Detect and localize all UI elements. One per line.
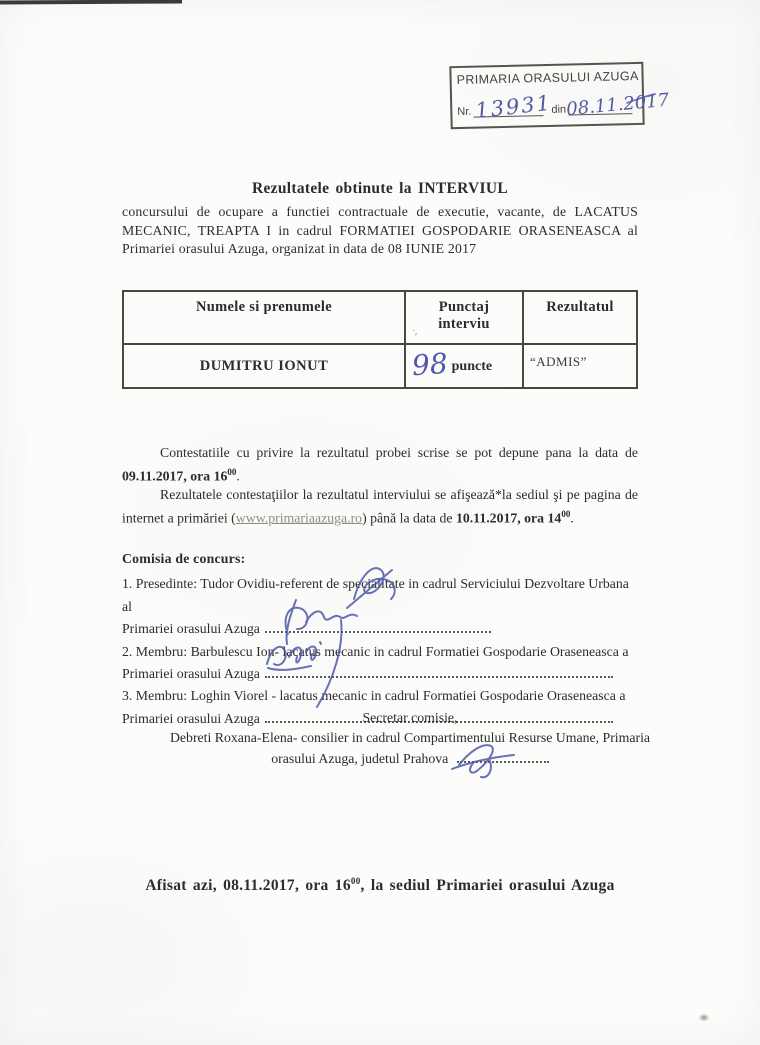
commission-heading: Comisia de concurs:: [122, 551, 246, 566]
stamp-din-label: din: [551, 103, 567, 116]
member-3-institution: Primariei orasului Azuga: [122, 710, 260, 726]
member-3-line-1: 3. Membru: Loghin Viorel - lacatus mecanic in cadrul Formatiei Gospodarie Oraseneasca a: [122, 688, 626, 704]
stamp-din-line: [565, 89, 670, 121]
dotted-signature-line: [457, 748, 549, 763]
stamp-nr-line: [473, 90, 554, 123]
dotted-signature-line: [265, 663, 613, 678]
score-cell: [405, 344, 523, 388]
stamp-date-handwritten: 08.11.2017: [565, 89, 670, 121]
posting-notice: [122, 876, 638, 895]
member-2-institution: Primariei orasului Azuga: [122, 666, 260, 682]
intro-paragraph: concursului de ocupare a functiei contractuale de executie, vacante, de LACATUS MECANIC, TREAPTA I in cadrul FORMATIEI GOSPODARIE ORASENEASCA al Primariei orasului Azuga, organizat in data de 08 IUNIE 2017: [122, 204, 638, 256]
website-url: www.primariaazuga.ro: [235, 510, 363, 526]
results-table: [122, 290, 638, 389]
registration-stamp: [449, 62, 670, 129]
header-name: Numele si prenumele: [123, 291, 405, 344]
header-score: Punctaj interviu: [405, 291, 523, 344]
member-2-line-1: 2. Membru: Barbulescu Ion- lacatus mecanic in cadrul Formatiei Gospodarie Oraseneasca a: [122, 643, 629, 659]
candidate-name: DUMITRU IONUT: [123, 344, 405, 388]
stamp-nr-handwritten: 13931: [474, 90, 554, 123]
p1-text: Contestatiile cu privire la rezultatul probei scrise se pot depune pana la data de: [160, 445, 638, 460]
contestation-section: [122, 444, 638, 528]
score-unit: puncte: [451, 359, 493, 374]
dotted-signature-line: [265, 618, 491, 633]
stamp-organization: PRIMARIA ORASULUI AZUGA: [456, 68, 639, 88]
member-1-institution: Primariei orasului Azuga: [122, 621, 260, 637]
member-1-line-2: [122, 618, 638, 640]
result-value: “ADMIS”: [523, 344, 637, 388]
stamp-number-row: [457, 89, 670, 123]
p2-text: Rezultatele contestaţiilor la rezultatul interviului se afişează*la sediul şi pe pagina de internet a primăriei (: [122, 487, 638, 526]
scan-smudge-artifact: [698, 1013, 710, 1022]
secretary-line-1: Debreti Roxana-Elena- consilier in cadrul Compartimentului Resurse Umane, Primaria: [169, 730, 651, 745]
score-handwritten: 98: [410, 347, 449, 383]
header-result: Rezultatul: [523, 291, 637, 344]
table-header-row: [123, 291, 637, 344]
p2-superscript: 00: [561, 508, 571, 519]
member-2-line-2: [122, 663, 638, 685]
p2-after-link: ) până la data de: [362, 510, 453, 526]
p1-deadline: 09.11.2017, ora 16: [122, 468, 228, 484]
member-1-line-1: 1. Presedinte: Tudor Ovidiu-referent de specialitate in cadrul Serviciului Dezvoltare Urbana al: [122, 576, 629, 614]
p1-period: .: [236, 468, 240, 484]
contestation-paragraph-2: [122, 486, 638, 528]
p2-period: .: [570, 510, 574, 526]
posting-location: , la sediul Primariei orasului Azuga: [360, 877, 615, 895]
scan-edge-artifact: [0, 0, 182, 4]
posting-date: Afisat azi, 08.11.2017, ora 16: [145, 877, 351, 895]
commission-section: [122, 548, 638, 730]
scan-speck-artifact: ·,: [410, 325, 419, 338]
document-title: Rezultatele obtinute la INTERVIUL: [251, 180, 509, 197]
posting-superscript: 00: [350, 876, 361, 886]
p2-deadline: 10.11.2017, ora 14: [455, 510, 562, 526]
secretary-institution: orasului Azuga, judetul Prahova: [271, 751, 449, 766]
secretary-title: Secretar comisie,: [362, 710, 458, 725]
secretary-section: [122, 708, 668, 769]
contestation-paragraph-1: [122, 444, 638, 486]
table-row: [123, 344, 637, 388]
secretary-line-2: [152, 748, 668, 769]
p1-superscript: 00: [227, 466, 237, 477]
stamp-nr-label: Nr.: [457, 105, 472, 119]
